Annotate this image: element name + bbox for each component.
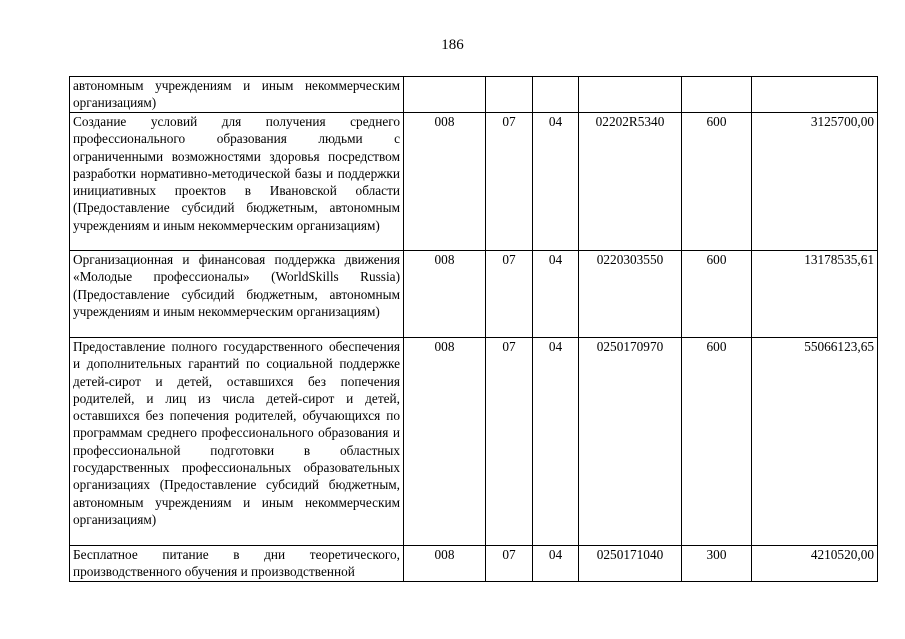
table-row (70, 251, 878, 338)
expense-type-code: 600 (682, 113, 752, 251)
row-description: Создание условий для получения среднего профессионального образования людьми с ограниченными возможностями здоровья посредством разработки нормативно-методической базы и поддержки инициативных проектов в Ивановской области (Предоставление субсидий бюджетным, автономным учреждениям и иным некоммерческим организациям) (70, 113, 404, 251)
ministry-code: 008 (404, 113, 486, 251)
target-article-code: 0220303550 (579, 251, 682, 338)
amount: 4210520,00 (752, 546, 878, 582)
section-code: 07 (486, 113, 533, 251)
amount (752, 77, 878, 113)
subsection-code: 04 (533, 546, 579, 582)
ministry-code (404, 77, 486, 113)
target-article-code: 0250171040 (579, 546, 682, 582)
budget-table (69, 76, 878, 582)
row-description: автономным учреждениям и иным некоммерческим организациям) (70, 77, 404, 113)
row-description: Предоставление полного государственного обеспечения и дополнительных гарантий по социальной поддержке детей-сирот и детей, оставшихся без попечения родителей, и лиц из числа детей-сирот и детей, оставшихся без попечения родителей, обучающихся по программам среднего профессионального образования и профессиональной подготовки в областных государственных профессиональных образовательных организациях (Предоставление субсидий бюджетным, автономным учреждениям и иным некоммерческим организациям) (70, 338, 404, 546)
page-number: 186 (441, 37, 464, 53)
table-row (70, 546, 878, 582)
target-article-code: 02202R5340 (579, 113, 682, 251)
row-description: Организационная и финансовая поддержка движения «Молодые профессионалы» (WorldSkills Russia) (Предоставление субсидий бюджетным, автономным учреждениям и иным некоммерческим организациям) (70, 251, 404, 338)
amount: 3125700,00 (752, 113, 878, 251)
section-code: 07 (486, 251, 533, 338)
subsection-code: 04 (533, 113, 579, 251)
expense-type-code: 300 (682, 546, 752, 582)
target-article-code: 0250170970 (579, 338, 682, 546)
section-code: 07 (486, 546, 533, 582)
subsection-code (533, 77, 579, 113)
ministry-code: 008 (404, 546, 486, 582)
table-row (70, 113, 878, 251)
expense-type-code: 600 (682, 251, 752, 338)
expense-type-code: 600 (682, 338, 752, 546)
table-row (70, 77, 878, 113)
target-article-code (579, 77, 682, 113)
expense-type-code (682, 77, 752, 113)
ministry-code: 008 (404, 251, 486, 338)
amount: 13178535,61 (752, 251, 878, 338)
row-description: Бесплатное питание в дни теоретического, производственного обучения и производственной (70, 546, 404, 582)
table-row (70, 338, 878, 546)
subsection-code: 04 (533, 338, 579, 546)
subsection-code: 04 (533, 251, 579, 338)
amount: 55066123,65 (752, 338, 878, 546)
ministry-code: 008 (404, 338, 486, 546)
section-code: 07 (486, 338, 533, 546)
section-code (486, 77, 533, 113)
